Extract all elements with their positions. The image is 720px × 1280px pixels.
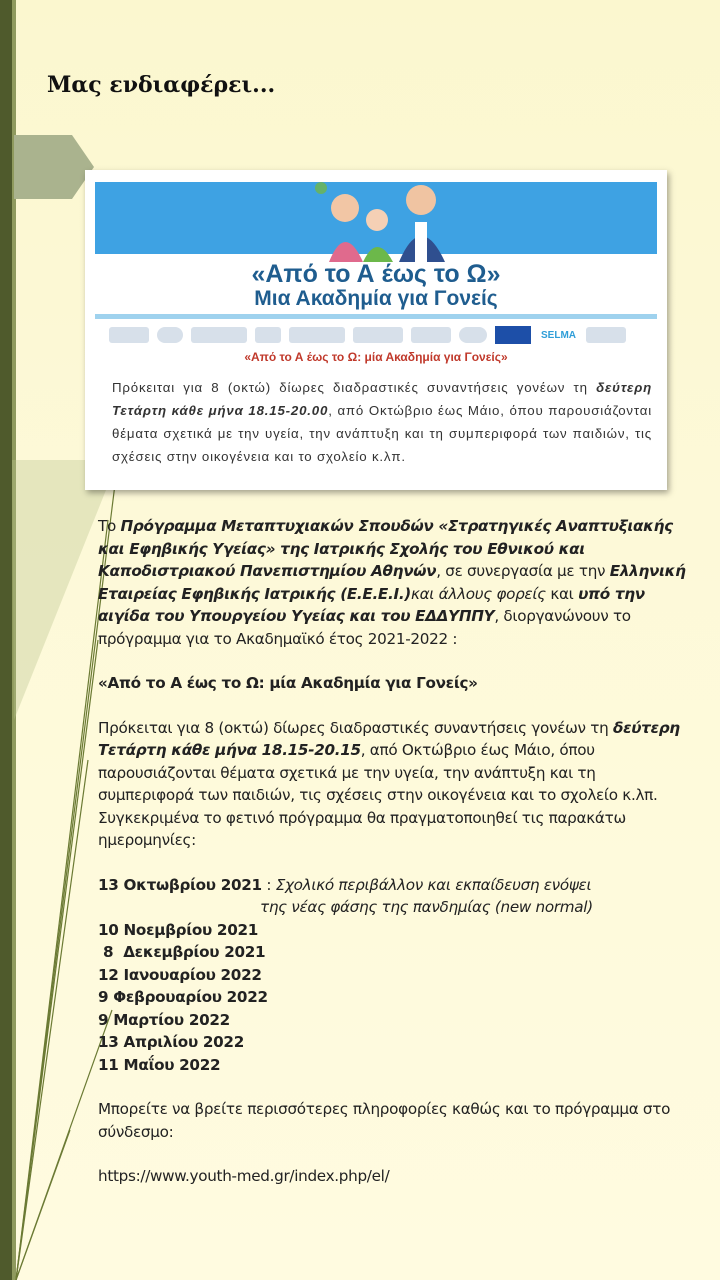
date-item (98, 964, 688, 987)
date-item (98, 919, 688, 942)
date-item (98, 874, 688, 897)
date-item (98, 1031, 688, 1054)
date-label: 9 Μαρτίου 2022 (98, 1010, 230, 1029)
dates-list (98, 874, 688, 1077)
date-label: 9 Φεβρουαρίου 2022 (98, 988, 268, 1006)
partner-logo (289, 327, 345, 343)
family-illustration (303, 178, 473, 262)
date-item (98, 1009, 688, 1032)
partner-logo (109, 327, 149, 343)
flyer-subtitle: «Από το Α έως το Ω: μία Ακαδημία για Γονείς» (244, 350, 508, 364)
desc-text: , από Οκτώβριο έως Μάιο, όπου παρουσιάζονται θέματα σχετικά με την υγεία, την ανάπτυξη και τη συμπεριφορά των παιδιών, τις σχέσεις στην οικογένεια και το σχολείο κ.λπ. Συγκεκριμένα το φετινό πρόγραμμα θα πραγματοποιηθεί τις παρακάτω ημερομηνίες: (98, 741, 658, 849)
event-flyer-image (85, 170, 667, 490)
website-link[interactable]: https://www.youth-med.gr/index.php/el/ (98, 1167, 390, 1185)
date-label: 10 Νοεμβρίου 2021 (98, 920, 259, 939)
schedule-emphasis: δεύτερη Τετάρτη κάθε μήνα 18.15-20.15 (98, 718, 680, 759)
partner-logo (255, 327, 281, 343)
description-paragraph (98, 717, 688, 852)
date-separator: : (261, 875, 276, 894)
intro-text: και άλλους φορείς (410, 584, 546, 603)
flyer-description (112, 376, 652, 468)
partner-logo (459, 327, 487, 343)
date-item (98, 986, 688, 1009)
intro-text: , σε συνεργασία με την (436, 562, 610, 580)
date-topic-continued (98, 896, 688, 919)
decorative-tab (14, 135, 94, 199)
partner-logo (191, 327, 247, 343)
flyer-text-emphasis: δεύτερη Τετάρτη κάθε μήνα 18.15-20.00 (112, 380, 652, 418)
date-label: 13 Απριλίου 2022 (98, 1033, 244, 1051)
date-label: 11 Μαΐου 2022 (98, 1055, 221, 1074)
intro-paragraph (98, 515, 688, 650)
selma-logo: SELMA (541, 329, 576, 341)
society-name: Ελληνική Εταιρείας Εφηβικής Ιατρικής (Ε.Ε.Ε.Ι.) (98, 562, 686, 603)
auspices-text: υπό την αιγίδα του Υπουργείου Υγείας και του ΕΔΔΥΠΠΥ (98, 584, 645, 625)
intro-text: , διοργανώνουν το πρόγραμμα για το Ακαδημαϊκό έτος 2021-2022 : (98, 607, 631, 648)
date-label: 8 Δεκεμβρίου 2021 (98, 943, 266, 961)
article-body (98, 515, 688, 1188)
partner-logos (109, 323, 649, 347)
page-title: Μας ενδιαφέρει... (47, 72, 276, 98)
banner-subtitle: Μια Ακαδημία για Γονείς (254, 287, 498, 310)
date-topic: της νέας φάσης της πανδημίας (new normal) (260, 898, 593, 916)
banner-title: «Από το Α έως το Ω» (251, 260, 501, 288)
intro-text: Το (98, 517, 121, 535)
eu-flag-icon (495, 326, 531, 344)
partner-logo (353, 327, 403, 343)
section-heading: «Από το Α έως το Ω: μία Ακαδημία για Γονείς» (98, 674, 478, 692)
banner-divider (95, 314, 657, 319)
date-label: 13 Οκτωβρίου 2021 (98, 875, 262, 894)
date-item (98, 1054, 688, 1077)
program-name: Πρόγραμμα Μεταπτυχιακών Σπουδών «Στρατηγικές Αναπτυξιακής και Εφηβικής Υγείας» της Ιατρικής Σχολής του Εθνικού και Καποδιστριακού Πανεπιστημίου Αθηνών (98, 517, 673, 580)
flyer-text: , από Οκτώβριο έως Μάιο, όπου παρουσιάζονται θέματα σχετικά με την υγεία, την ανάπτυξη και τη συμπεριφορά των παιδιών, τις σχέσεις στην οικογένεια και το σχολείο κ.λπ. (112, 403, 652, 464)
more-info-text: Μπορείτε να βρείτε περισσότερες πληροφορίες καθώς και το πρόγραμμα στο σύνδεσμο: (98, 1100, 671, 1141)
date-item (98, 941, 688, 964)
okana-logo (586, 327, 626, 343)
date-topic: Σχολικό περιβάλλον και εκπαίδευση ενόψει (275, 875, 592, 894)
intro-text: και (545, 584, 579, 603)
desc-text: Πρόκειται για 8 (οκτώ) δίωρες διαδραστικές συναντήσεις γονέων τη (98, 718, 613, 737)
flyer-text: Πρόκειται για 8 (οκτώ) δίωρες διαδραστικές συναντήσεις γονέων τη (112, 380, 597, 395)
who-logo (411, 327, 451, 343)
partner-logo (157, 327, 183, 343)
date-label: 12 Ιανουαρίου 2022 (98, 965, 262, 984)
